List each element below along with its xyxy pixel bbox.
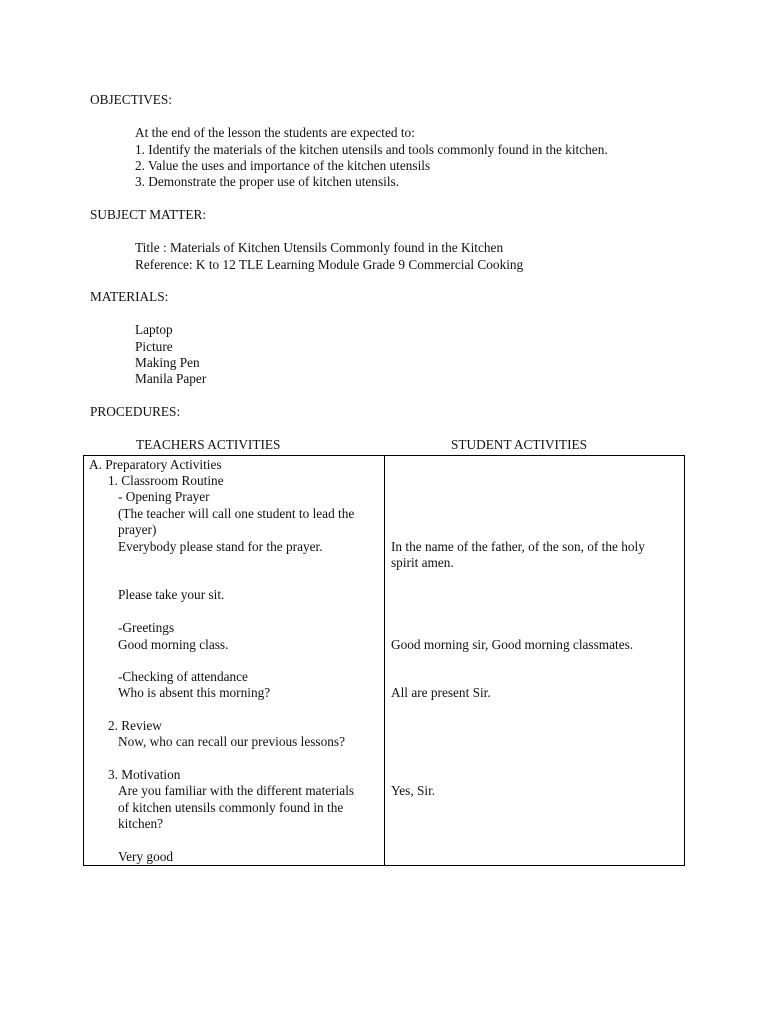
procedures-heading: PROCEDURES: bbox=[90, 404, 181, 419]
material-item-picture: Picture bbox=[135, 339, 173, 354]
objective-item-2: 2. Value the uses and importance of the kitchen utensils bbox=[135, 158, 431, 173]
student-all-present: All are present Sir. bbox=[391, 685, 491, 700]
recall-previous-lessons: Now, who can recall our previous lessons? bbox=[118, 734, 345, 749]
objectives-intro: At the end of the lesson the students are expected to: bbox=[135, 125, 415, 140]
take-your-sit: Please take your sit. bbox=[118, 587, 225, 602]
objectives-heading: OBJECTIVES: bbox=[90, 92, 173, 107]
stand-for-prayer: Everybody please stand for the prayer. bbox=[118, 539, 323, 554]
familiar-question-line-3: kitchen? bbox=[118, 816, 164, 831]
objective-item-3: 3. Demonstrate the proper use of kitchen utensils. bbox=[135, 174, 400, 189]
prayer-note-line-2: prayer) bbox=[118, 522, 157, 537]
opening-prayer: - Opening Prayer bbox=[118, 489, 210, 504]
preparatory-activities: A. Preparatory Activities bbox=[89, 457, 222, 472]
material-item-manila: Manila Paper bbox=[135, 371, 207, 386]
student-prayer-line-2: spirit amen. bbox=[391, 555, 454, 570]
teacher-activities-cell bbox=[84, 456, 385, 866]
prayer-note-line-1: (The teacher will call one student to lead the bbox=[118, 506, 355, 521]
familiar-question-line-2: of kitchen utensils commonly found in the bbox=[118, 800, 344, 815]
materials-heading: MATERIALS: bbox=[90, 289, 169, 304]
greetings: -Greetings bbox=[118, 620, 175, 635]
student-activities-header: STUDENT ACTIVITIES bbox=[451, 437, 588, 452]
review: 2. Review bbox=[108, 718, 162, 733]
material-item-laptop: Laptop bbox=[135, 322, 173, 337]
student-prayer-line-1: In the name of the father, of the son, of the holy bbox=[391, 539, 645, 554]
classroom-routine: 1. Classroom Routine bbox=[108, 473, 224, 488]
student-yes-sir: Yes, Sir. bbox=[391, 783, 436, 798]
subject-reference: Reference: K to 12 TLE Learning Module Grade 9 Commercial Cooking bbox=[135, 257, 524, 272]
very-good: Very good bbox=[118, 849, 174, 864]
familiar-question-line-1: Are you familiar with the different materials bbox=[118, 783, 355, 798]
checking-attendance: -Checking of attendance bbox=[118, 669, 248, 684]
student-greeting: Good morning sir, Good morning classmates. bbox=[391, 637, 634, 652]
subject-title: Title : Materials of Kitchen Utensils Commonly found in the Kitchen bbox=[135, 240, 504, 255]
objective-item-1: 1. Identify the materials of the kitchen utensils and tools commonly found in the kitchen. bbox=[135, 142, 608, 157]
material-item-pen: Making Pen bbox=[135, 355, 200, 370]
motivation: 3. Motivation bbox=[108, 767, 181, 782]
procedures-table bbox=[83, 455, 685, 866]
good-morning-class: Good morning class. bbox=[118, 637, 229, 652]
teacher-activities-header: TEACHERS ACTIVITIES bbox=[136, 437, 281, 452]
subject-matter-heading: SUBJECT MATTER: bbox=[90, 207, 207, 222]
who-is-absent: Who is absent this morning? bbox=[118, 685, 271, 700]
student-activities-cell bbox=[385, 456, 685, 866]
